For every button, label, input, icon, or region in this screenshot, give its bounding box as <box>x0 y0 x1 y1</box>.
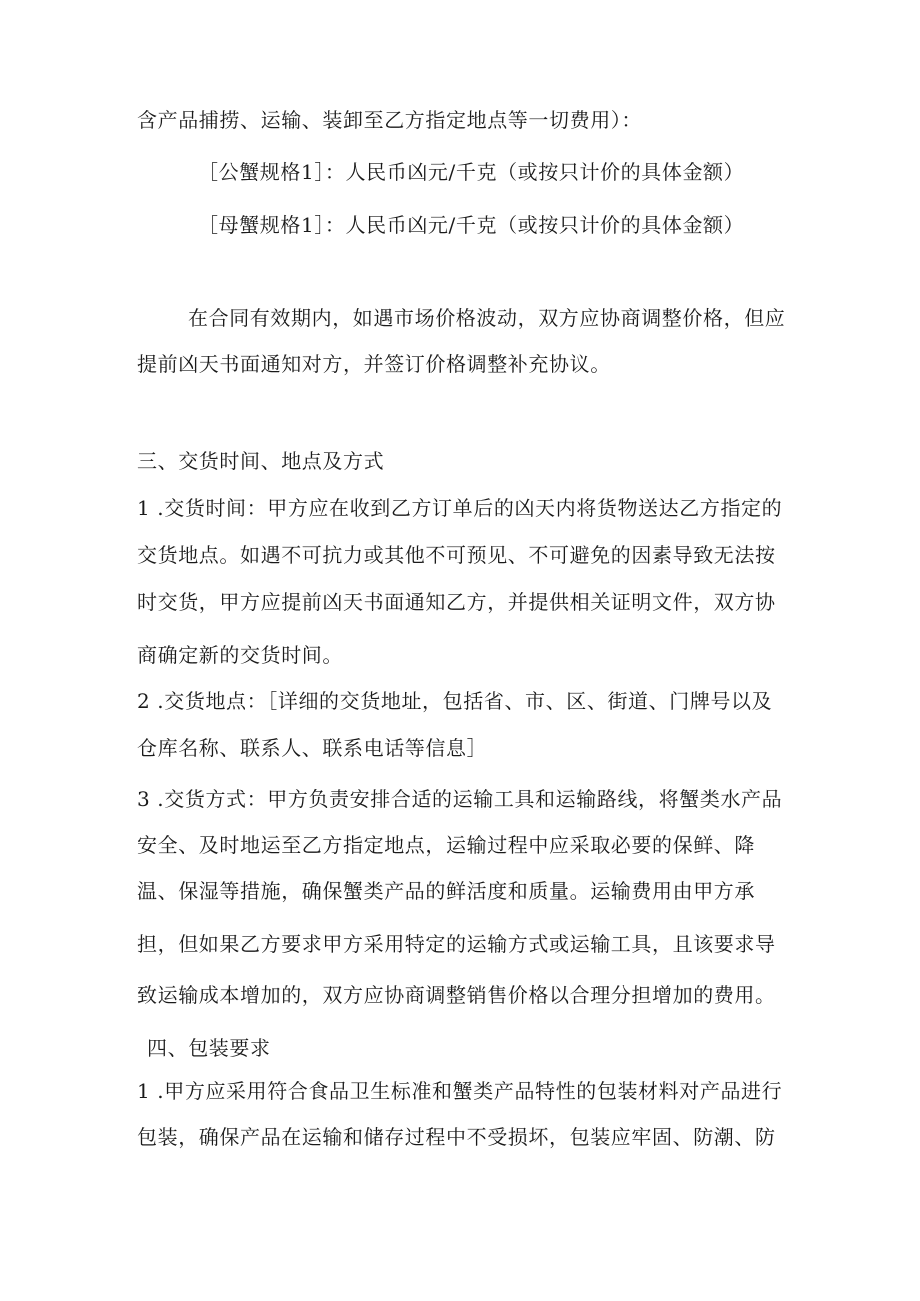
price-line-female-crab: ［母蟹规格1］：人民币凶元/千克（或按只计价的具体金额） <box>198 213 745 237</box>
section4-heading: 四、包装要求 <box>147 1036 271 1060</box>
section3-item3-line-2: 安全、及时地运至乙方指定地点，运输过程中应采取必要的保鲜、降 <box>137 833 755 857</box>
price-line-male-crab: ［公蟹规格1］：人民币凶元/千克（或按只计价的具体金额） <box>198 160 745 184</box>
section3-item3-line-1: 3 .交货方式：甲方负责安排合适的运输工具和运输路线，将蟹类水产品 <box>137 787 783 811</box>
intro-tail-line: 含产品捕捞、运输、装卸至乙方指定地点等一切费用）： <box>137 108 642 132</box>
section3-item1-line-2: 交货地点。如遇不可抗力或其他不可预见、不可避免的因素导致无法按 <box>137 543 776 567</box>
section3-item1-line-1: 1 .交货时间：甲方应在收到乙方订单后的凶天内将货物送达乙方指定的 <box>137 496 783 520</box>
section4-item1-line-1: 1 .甲方应采用符合食品卫生标准和蟹类产品特性的包装材料对产品进行 <box>137 1079 783 1103</box>
section3-item3-line-5: 致运输成本增加的，双方应协商调整销售价格以合理分担增加的费用。 <box>137 983 776 1007</box>
section4-item1-line-2: 包装，确保产品在运输和储存过程中不受损坏，包装应牢固、防潮、防 <box>137 1125 776 1149</box>
price-adjust-line-1: 在合同有效期内，如遇市场价格波动，双方应协商调整价格，但应 <box>188 306 786 330</box>
section3-item2-line-2: 仓库名称、联系人、联系电话等信息］ <box>137 736 488 760</box>
section3-item1-line-3: 时交货，甲方应提前凶天书面通知乙方，并提供相关证明文件，双方协 <box>137 590 776 614</box>
section3-heading: 三、交货时间、地点及方式 <box>137 449 385 473</box>
price-adjust-line-2: 提前凶天书面通知对方，并签订价格调整补充协议。 <box>137 352 611 376</box>
section3-item3-line-3: 温、保湿等措施，确保蟹类产品的鲜活度和质量。运输费用由甲方承 <box>137 879 755 903</box>
section3-item2-line-1: 2 .交货地点：［详细的交货地址，包括省、市、区、街道、门牌号以及 <box>137 689 773 713</box>
section3-item1-line-4: 商确定新的交货时间。 <box>137 643 343 667</box>
section3-item3-line-4: 担，但如果乙方要求甲方采用特定的运输方式或运输工具，且该要求导 <box>137 932 776 956</box>
